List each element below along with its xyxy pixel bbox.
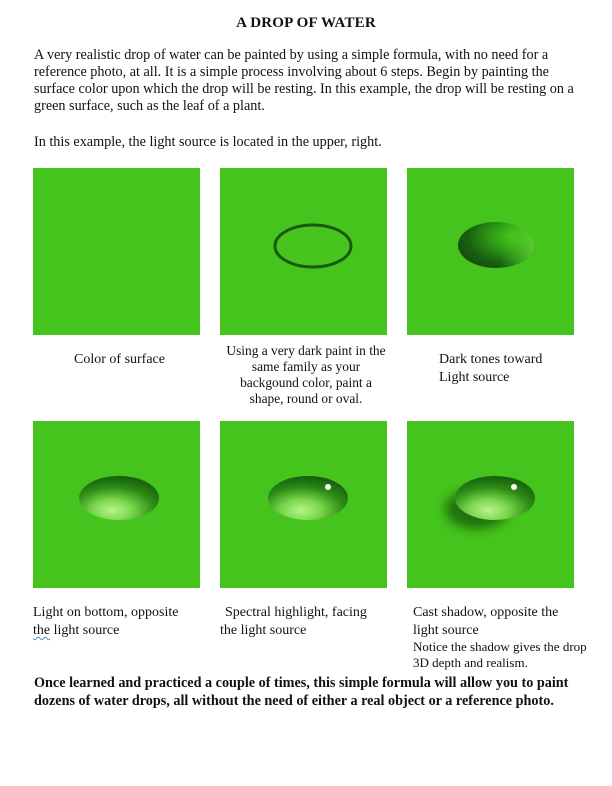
step-6-cast-shadow-image [407,421,574,588]
step-6-note: Notice the shadow gives the drop 3D depth and realism. [413,639,587,670]
light-source-note: In this example, the light source is located in the upper, right. [34,134,382,150]
step-4-caption: Light on bottom, opposite the light source [33,605,179,638]
step-6-caption: Cast shadow, opposite the light source Notice the shadow gives the drop 3D depth and realism. [413,604,593,671]
closing-paragraph: Once learned and practiced a couple of times, this simple formula will allow you to paint dozens of water drops, all without the need of either a real object or a reference photo. [34,675,569,709]
step-2-outline-image [220,168,387,335]
step-5-caption: Spectral highlight, facing the light source [220,605,367,638]
step-4-light-bottom-image [33,421,200,588]
intro-paragraph: A very realistic drop of water can be painted by using a simple formula, with no need for a reference photo, at all. It is a simple process involving about 6 steps. Begin by painting the surface color upon which the drop will be resting. In this example, the drop will be resting on a green surface, such as the leaf of a plant. [34,47,574,114]
step-1-caption: Color of surface [74,352,165,367]
step-5-highlight-image [220,421,387,588]
step-1-surface-image [33,168,200,335]
step-3-dark-tones-image [407,168,574,335]
step-2-caption: Using a very dark paint in the same family as your backgound color, paint a shape, round or oval. [226,343,386,406]
step-3-caption: Dark tones toward Light source [439,352,543,385]
page-title: A DROP OF WATER [236,15,376,31]
